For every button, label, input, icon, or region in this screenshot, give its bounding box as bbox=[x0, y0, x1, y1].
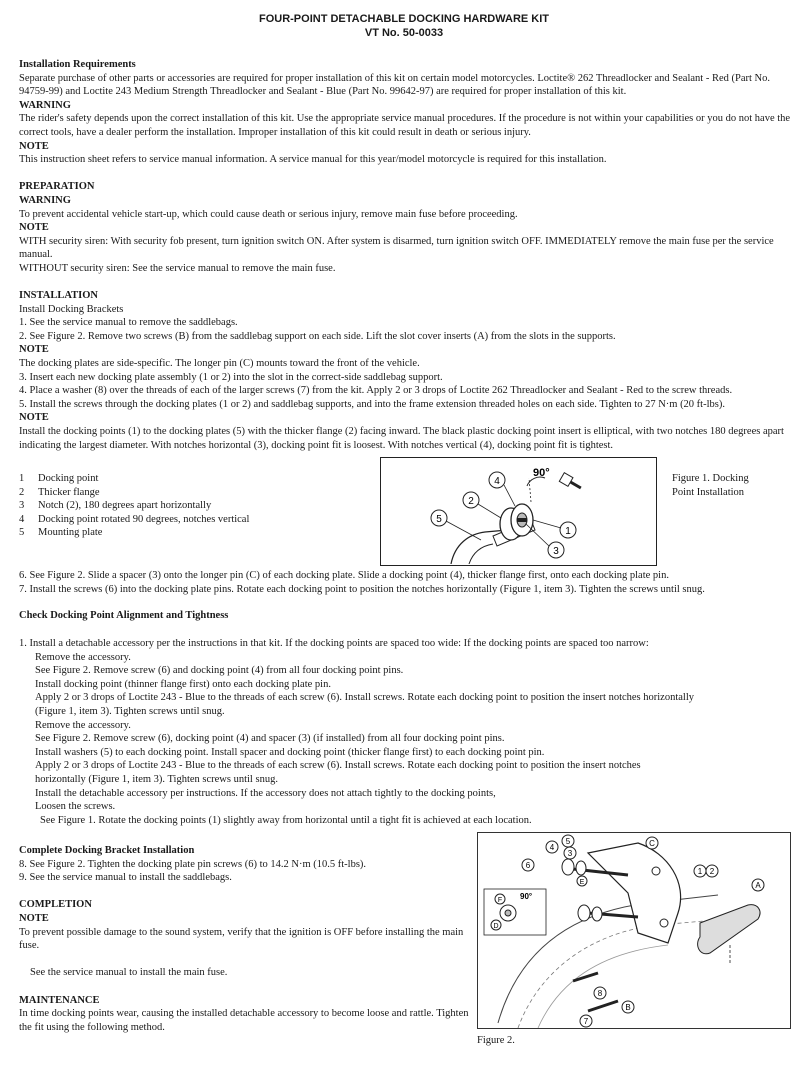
callout bbox=[706, 865, 718, 877]
callout-label: C bbox=[649, 839, 655, 848]
callout-label: 5 bbox=[565, 837, 571, 846]
callout bbox=[548, 542, 564, 558]
callout-label: 5 bbox=[436, 514, 442, 525]
legend-number: 1 bbox=[19, 473, 25, 484]
legend-text: Thicker flange bbox=[38, 486, 100, 498]
legend-item bbox=[19, 526, 359, 540]
docking-point-drawing bbox=[381, 458, 655, 564]
maintenance-text: In time docking points wear, causing the installed detachable accessory to become loose and rattle. Tighten the fit using the following method. bbox=[19, 1008, 469, 1033]
callout bbox=[646, 837, 658, 849]
preparation-note-without: WITHOUT security siren: See the service manual to remove the main fuse. bbox=[19, 262, 336, 274]
docking-bracket-drawing bbox=[478, 833, 790, 1028]
installation-step-5: 5. Install the screws through the docking plates (1 or 2) and saddlebag supports, and into the frame extension threaded holes on each side. Tighten to 27 N·m (20 ft-lbs). bbox=[19, 398, 725, 410]
requirements-text: Separate purchase of other parts or accessories are required for proper installation of this kit on certain model motorcycles. Loctite® 262 Threadlocker and Sealant - Red (Part No. 94759-99) and Loctite 243 Medium Strength Threadlocker and Sealant - Blue (Part No. 99642-97) are required for proper installation of this kit. bbox=[19, 72, 770, 98]
legend-text: Mounting plate bbox=[38, 527, 103, 539]
check-line: Install washers (5) to each docking point. Install spacer and docking point (thicker flange first) to each docking point pin. bbox=[35, 746, 545, 758]
document-title: FOUR-POINT DETACHABLE DOCKING HARDWARE KIT bbox=[258, 13, 550, 25]
callout-label: F bbox=[497, 897, 503, 904]
preparation-heading: PREPARATION bbox=[19, 181, 95, 193]
fig1-angle-label: 90° bbox=[533, 467, 550, 479]
legend-number: 3 bbox=[19, 500, 25, 512]
callout-label: 4 bbox=[549, 843, 555, 852]
callout-label: 3 bbox=[553, 546, 559, 557]
figure1-caption-line: Figure 1. Docking bbox=[672, 473, 749, 484]
completion-text: See the service manual to install the main fuse. bbox=[30, 967, 228, 979]
document-subtitle: VT No. 50-0033 bbox=[364, 27, 444, 39]
note-heading: NOTE bbox=[19, 140, 49, 152]
legend-number: 4 bbox=[19, 513, 25, 525]
completion-heading: COMPLETION bbox=[19, 899, 92, 911]
completion-note-heading: NOTE bbox=[19, 912, 49, 924]
warning-text: The rider's safety depends upon the correct installation of this kit. Use the appropriate service manual procedures. If the procedure is not within your capabilities or you do not have the correct tools, have a dealer perform the installation. Improper installation of this kit could result in death or serious injury. bbox=[19, 113, 791, 138]
check-last-line: See Figure 1. Rotate the docking points (1) slightly away from horizontal until a tight fit is achieved at each location. bbox=[40, 814, 532, 826]
installation-steps-6-7 bbox=[19, 569, 791, 596]
callout bbox=[622, 1001, 634, 1013]
complete-step-9: 9. See the service manual to install the saddlebags. bbox=[19, 872, 232, 884]
preparation-warning-heading: WARNING bbox=[19, 194, 71, 206]
preparation-warning-text: To prevent accidental vehicle start-up, which could cause death or serious injury, remove main fuse before proceeding. bbox=[19, 208, 518, 220]
callout-label: 1 bbox=[565, 526, 571, 537]
check-line: Loosen the screws. bbox=[35, 801, 116, 813]
installation-step-2: 2. See Figure 2. Remove two screws (B) from the saddlebag support on each side. Lift the slot cover inserts (A) from the slots in the supports. bbox=[19, 330, 616, 342]
check-line: Apply 2 or 3 drops of Loctite 243 - Blue to the threads of each screw (6). Install screws. Rotate each docking point to position the insert notches bbox=[35, 760, 641, 772]
check-line: Remove the accessory. bbox=[35, 719, 131, 731]
callout bbox=[580, 1015, 592, 1027]
installation-step-3: 3. Insert each new docking plate assembly (1 or 2) into the slot in the correct-side saddlebag support. bbox=[19, 371, 443, 383]
legend-text: Docking point bbox=[38, 473, 99, 484]
callout bbox=[752, 879, 764, 891]
preparation-note-heading: NOTE bbox=[19, 222, 49, 234]
lower-left-section bbox=[19, 844, 474, 1034]
legend-item bbox=[19, 513, 359, 527]
complete-step-8: 8. See Figure 2. Tighten the docking plate pin screws (6) to 14.2 N·m (10.5 ft-lbs). bbox=[19, 858, 367, 870]
callout bbox=[560, 522, 576, 538]
check-section bbox=[19, 637, 791, 827]
warning-heading: WARNING bbox=[19, 99, 71, 111]
callout bbox=[564, 847, 576, 859]
installation-note1-heading: NOTE bbox=[19, 344, 49, 356]
figure2-caption: Figure 2. bbox=[477, 1035, 515, 1046]
figure2-illustration bbox=[477, 832, 791, 1029]
callout-label: 4 bbox=[494, 476, 500, 487]
check-line: Remove the accessory. bbox=[35, 651, 131, 663]
fig2-angle-label: 90° bbox=[520, 892, 533, 901]
figure1-legend bbox=[19, 472, 359, 540]
installation-note1-text: The docking plates are side-specific. The longer pin (C) mounts toward the front of the vehicle. bbox=[19, 358, 420, 370]
callout-label: 2 bbox=[468, 496, 474, 507]
installation-note2-heading: NOTE bbox=[19, 412, 49, 424]
legend-item bbox=[19, 499, 359, 513]
legend-number: 2 bbox=[19, 486, 25, 498]
callout-label: 1 bbox=[697, 867, 703, 876]
installation-heading: INSTALLATION bbox=[19, 290, 98, 302]
callout bbox=[463, 492, 479, 508]
figure1-illustration bbox=[380, 457, 657, 566]
check-line: Install docking point (thinner flange first) onto each docking plate pin. bbox=[35, 678, 331, 690]
callout-label: 3 bbox=[567, 849, 573, 858]
check-heading: Check Docking Point Alignment and Tightness bbox=[19, 610, 229, 621]
requirements-heading: Installation Requirements bbox=[19, 59, 136, 70]
check-line: Install the detachable accessory per instructions. If the accessory does not attach tightly to the docking points, bbox=[35, 787, 496, 799]
callout-label: 8 bbox=[597, 989, 603, 998]
legend-item bbox=[19, 486, 359, 500]
callout-label: E bbox=[579, 879, 585, 886]
check-line: See Figure 2. Remove screw (6) and docking point (4) from all four docking point pins. bbox=[35, 665, 404, 677]
intro-section bbox=[19, 58, 791, 452]
callout bbox=[522, 859, 534, 871]
figure1-caption-line: Point Installation bbox=[672, 486, 745, 498]
check-line: See Figure 2. Remove screw (6), docking point (4) and spacer (3) (if installed) from all four docking point pins. bbox=[35, 733, 505, 745]
installation-note2-text: Install the docking points (1) to the docking plates (5) with the thicker flange (2) facing inward. The black plastic docking point insert is elliptical, with two notches 180 degrees apart indicating the largest diameter. With notches horizontal (3), docking point fit is loosest. With notches vertical (4), docking point fit is tightest. bbox=[19, 426, 784, 451]
callout bbox=[431, 510, 447, 526]
installation-step-7: 7. Install the screws (6) into the docking plate pins. Rotate each docking point to position the notches horizontally (Figure 1, item 3). Tighten the screws until snug. bbox=[19, 583, 705, 595]
callout bbox=[562, 835, 574, 847]
callout-label: 6 bbox=[525, 861, 531, 870]
installation-step-6: 6. See Figure 2. Slide a spacer (3) onto the longer pin (C) of each docking plate. Slide a docking point (4), thicker flange first, onto each docking plate pin. bbox=[19, 570, 669, 581]
callout-label: D bbox=[493, 923, 499, 930]
preparation-note-with: WITH security siren: With security fob present, turn ignition switch ON. After system is disarmed, turn ignition switch OFF. IMMEDIATELY remove the main fuse per the service manual. bbox=[19, 235, 774, 261]
check-line: Apply 2 or 3 drops of Loctite 243 - Blue to the threads of each screw (6). Install screws. Rotate each docking point to position the insert notches horizontally bbox=[35, 692, 695, 704]
callout bbox=[489, 472, 505, 488]
complete-heading: Complete Docking Bracket Installation bbox=[19, 845, 195, 856]
check-line: horizontally (Figure 1, item 3). Tighten screws until snug. bbox=[35, 773, 278, 785]
callout-label: B bbox=[625, 1003, 631, 1012]
callout bbox=[694, 865, 706, 877]
legend-text: Docking point rotated 90 degrees, notches vertical bbox=[38, 513, 250, 525]
figure1-caption bbox=[672, 472, 792, 499]
installation-step-4: 4. Place a washer (8) over the threads of each of the larger screws (7) from the kit. Apply 2 or 3 drops of Loctite 262 Threadlocker and Sealant - Red to the screw threads. bbox=[19, 385, 733, 397]
legend-text: Notch (2), 180 degrees apart horizontally bbox=[38, 500, 212, 512]
installation-subheading: Install Docking Brackets bbox=[19, 303, 124, 315]
callout bbox=[546, 841, 558, 853]
callout bbox=[577, 876, 587, 886]
installation-step-1: 1. See the service manual to remove the saddlebags. bbox=[19, 317, 238, 329]
maintenance-heading: MAINTENANCE bbox=[19, 994, 100, 1006]
callout-label: 2 bbox=[709, 867, 715, 876]
completion-note-text: To prevent possible damage to the sound system, verify that the ignition is OFF before installing the main fuse. bbox=[19, 926, 464, 952]
callout-label: A bbox=[755, 881, 761, 890]
callout bbox=[491, 920, 501, 930]
legend-number: 5 bbox=[19, 527, 25, 539]
check-step-1: 1. Install a detachable accessory per the instructions in that kit. If the docking points are spaced too wide: If the docking points are spaced too narrow: bbox=[19, 638, 649, 649]
check-line: (Figure 1, item 3). Tighten screws until snug. bbox=[35, 705, 225, 717]
legend-item bbox=[19, 472, 359, 486]
callout-label: 7 bbox=[583, 1017, 589, 1026]
callout bbox=[495, 894, 505, 904]
callout bbox=[594, 987, 606, 999]
note-text: This instruction sheet refers to service manual information. A service manual for this year/model motorcycle is required for this installation. bbox=[19, 154, 607, 166]
